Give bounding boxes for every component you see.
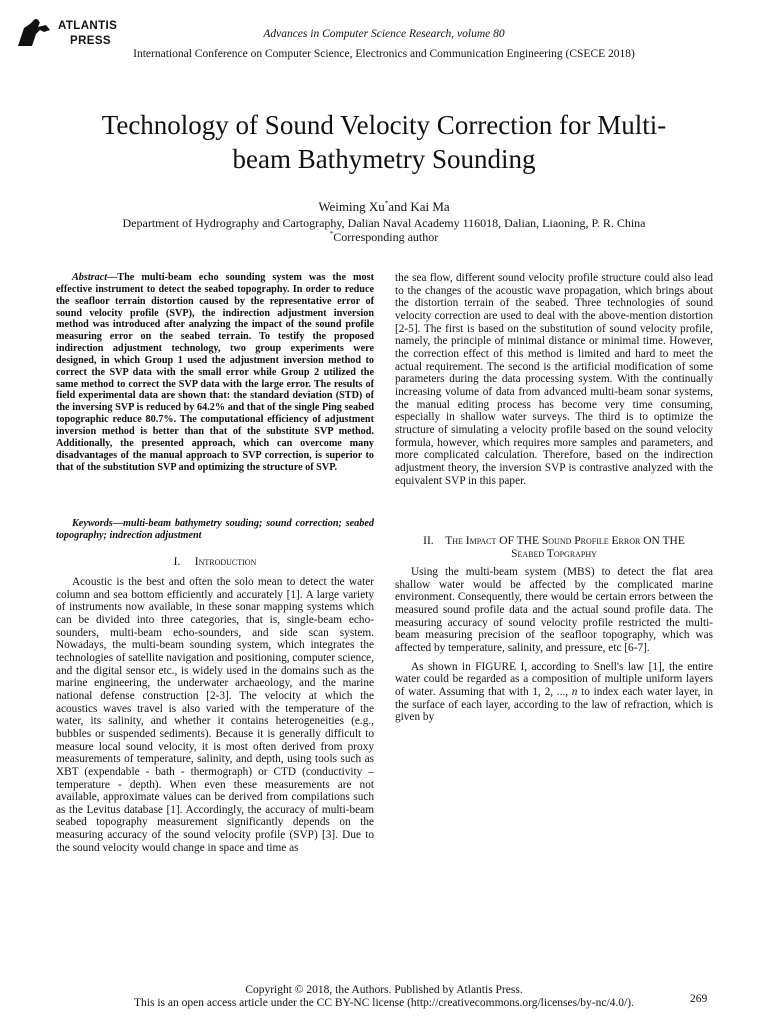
copyright-line: Copyright © 2018, the Authors. Published by Atlantis Press.	[245, 984, 523, 996]
keywords-text: Keywords—multi-beam bathymetry souding; sound correction; seabed topography; indrection adjustment	[56, 518, 374, 541]
affiliation: Department of Hydrography and Cartography, Dalian Naval Academy 116018, Dalian, Liaoning, P. R. China	[122, 216, 646, 230]
paragraph-part: As shown in FIGURE I, according to Snell's law [1], the entire water could be regarded as a composition of multiple uniform layers of water. Assuming that with 1, 2, ...,	[395, 660, 713, 698]
section-number: II.	[423, 535, 434, 547]
introduction-continuation	[395, 272, 713, 487]
keywords	[56, 518, 374, 542]
section2-body	[395, 566, 713, 724]
paper-title	[40, 108, 728, 176]
paragraph: Using the multi-beam system (MBS) to detect the flat area shallow water would be affected by the complicated marine environment. Consequently, there would be certain errors between the measured sound profile data and the actual sound profile data. The measuring accuracy of sound velocity profile restricted the multi-beam measuring precision of the seafloor topography, which was affected by temperature, salinity, and pressure, etc [6-7].	[395, 566, 713, 654]
authors	[0, 199, 768, 215]
page-number: 269	[690, 993, 708, 1005]
conference-header: International Conference on Computer Science, Electronics and Communication Engineering (CSECE 2018)	[133, 48, 635, 60]
paragraph-part: to index each water layer, in the surface of each layer, according to the law of refraction, which is given by	[395, 685, 713, 724]
abstract	[56, 272, 374, 473]
corresponding-note-mark: *	[329, 230, 334, 238]
section-heading-introduction	[56, 556, 374, 568]
author-name: Weiming Xu	[318, 199, 385, 214]
section-title: Introduction	[194, 556, 257, 568]
abstract-text: The multi-beam echo sounding system was the most effective instrument to detect the seabed topography. In order to reduce the seafloor terrain distortion caused by the representative error of sound velocity profile (SVP), the indirection adjustment inversion method was introduced after analyzing the impact of the sound profile measuring error on the seabed terrain. To testify the proposed indirection adjustment technology, two group experiments were designed, in which Group 1 used the adjustment inversion method to correct the SVP data with the small error while Group 2 utilized the same method to correct the SVP data with the large error. The results of field experimental data are shown that: the standard deviation (STD) of the inversing SVP is reduced by 64.2% and that of the single Ping seabed topographic reduce 80.7%. The computational efficiency of adjustment inversion method is better than that of the substitute SVP method. Additionally, the presented approach, which can overcome many disadvantages of the manual approach to SVP correction, is superior to that of the substitution SVP and optimizing the structure of SVP.	[56, 272, 374, 473]
license-line: This is an open access article under the CC BY-NC license (http://creativecommons.org/licenses/by-nc/4.0/).	[134, 997, 634, 1009]
title-line1: Technology of Sound Velocity Correction for Multi-	[101, 110, 667, 140]
introduction-body	[56, 576, 374, 854]
publisher-name-line1: ATLANTIS	[58, 20, 118, 32]
abstract-label: Abstract—	[72, 272, 118, 283]
index-variable: n	[571, 685, 578, 698]
title-line2: beam Bathymetry Sounding	[232, 144, 536, 174]
section-title-part1: The Impact OF THE Sound Profile Error ON THE	[445, 535, 685, 547]
section-title-part2: Seabed Topgraphy	[511, 548, 597, 560]
paragraph: the sea flow, different sound velocity profile structure could also lead to the changes of the acoustic wave propagation, which brings about the distortion terrain of the seabed. Three technologies of sound velocity correction are used to deal with the above-mention distortion [2-5]. The first is based on the substitution of sound velocity profile, namely, the principle of minimal distance or minimal time. However, the correction effect of this method is limited and hard to meet the actual requirement. The second is the artificial modification of some parameters during the data processing system. With the continually increasing volume of data from advanced multi-beam sonar systems, the manual editing process has become very time consuming, especially in shallow water surveys. The third is to optimize the structure of simulating a velocity profile based on the sound velocity formula, however, which requires more samples and parameters, and more complicated calculation. Therefore, based on the indirection adjustment theory, the inversion SVP is contrastive analyzed with the equivalent SVP in this paper.	[395, 272, 713, 487]
affiliation-block	[0, 216, 768, 244]
corresponding-note	[0, 230, 768, 244]
section-heading-impact	[395, 535, 713, 561]
author-name-2: and Kai Ma	[388, 199, 450, 214]
section-number: I.	[173, 556, 181, 568]
publisher-name-line2: PRESS	[70, 35, 111, 47]
corresponding-mark: *	[384, 199, 389, 208]
series-header: Advances in Computer Science Research, volume 80	[263, 28, 505, 40]
corresponding-note-text: Corresponding author	[333, 230, 439, 244]
paragraph: Acoustic is the best and often the solo mean to detect the water column and sea bottom efficiently and accurately [1]. A large variety of instruments now available, in these sonar mapping systems which can be divided into three categories, that is, single-beam echo-sounders, multi-beam echo-sounders, and side scan system. Nowadays, the multi-beam sounding system, which integrates the technologies of satellite navigation and positioning, computer science, and the digital sensor etc., is widely used in the domains such as the marine engineering, the underwater archaeology, and the marine national defense construction [2-3]. The velocity at which the acoustics waves travel is also varied with the temperature of the water, its salinity, and whether it contains heterogeneities (e.g., bubbles or suspended sediments). Because it is generally difficult to measure local sound velocity, it is most often derived from proxy measurements of temperature, salinity, and depth, using tools such as XBT (expendable - bath - thermograph) or CTD (conductivity – temperature - depth). When even these measurements are not available, approximate values can be derived from compilations such as the Levitus database [1]. Accordingly, the accuracy of multi-beam seabed topography measurement significantly depends on the measuring accuracy of the sound velocity profile (SVP) [3]. Due to the sound velocity would change in space and time as	[56, 576, 374, 854]
paragraph	[395, 661, 713, 724]
